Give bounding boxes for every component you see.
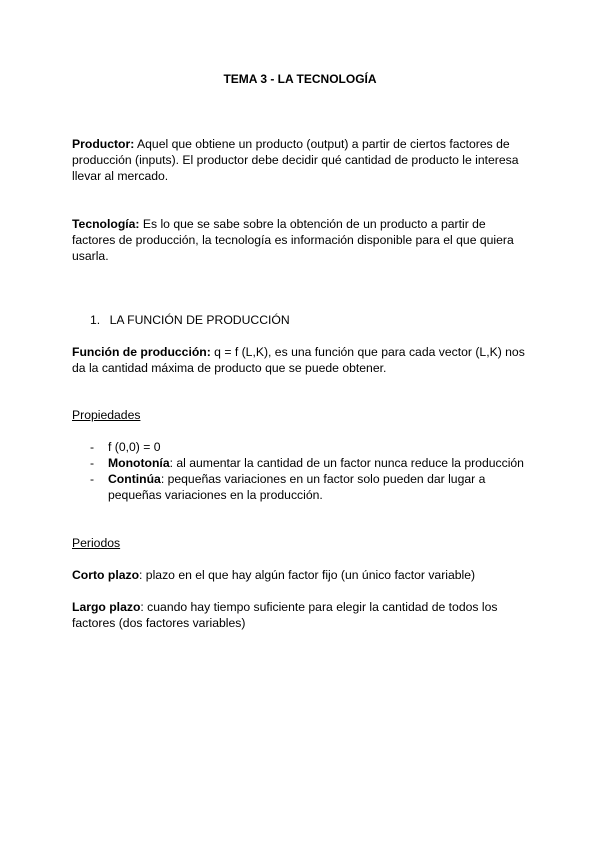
funcion-definition: q = f (L,K), es una función que para cada vector (L,K) nos da la cantidad máxima de producto que se puede obtener.: [72, 345, 525, 375]
list-item-term: Continúa: [108, 472, 161, 486]
propiedades-heading: Propiedades: [72, 408, 141, 422]
section-title: LA FUNCIÓN DE PRODUCCIÓN: [109, 313, 290, 327]
list-item-text: Continúa: pequeñas variaciones en un factor solo pueden dar lugar a pequeñas variaciones en la producción.: [108, 472, 486, 502]
bullet-dash: -: [90, 472, 95, 486]
document-title: TEMA 3 - LA TECNOLOGÍA: [223, 72, 377, 86]
productor-term: Productor:: [72, 137, 135, 151]
periodos-heading: Periodos: [72, 536, 121, 550]
section-number: 1.: [90, 313, 101, 327]
corto-plazo-term: Corto plazo: [72, 568, 140, 582]
corto-plazo-paragraph: [72, 567, 532, 583]
tecnologia-term: Tecnología:: [72, 217, 140, 231]
largo-plazo-definition: : cuando hay tiempo suficiente para elegir la cantidad de todos los factores (dos factores variables): [72, 600, 498, 630]
tecnologia-definition: Es lo que se sabe sobre la obtención de un producto a partir de factores de producción, la tecnología es información disponible para el que quiera usarla.: [72, 217, 514, 263]
corto-plazo-definition: : plazo en el que hay algún factor fijo (un único factor variable): [139, 568, 476, 582]
funcion-paragraph: [72, 344, 532, 376]
tecnologia-paragraph: [72, 216, 532, 264]
productor-definition: Aquel que obtiene un producto (output) a partir de ciertos factores de producción (inputs). El productor debe decidir qué cantidad de producto le interesa llevar al mercado.: [72, 137, 519, 183]
funcion-term: Función de producción:: [72, 345, 211, 359]
bullet-dash: -: [90, 456, 95, 470]
section-heading: [90, 312, 290, 328]
bullet-dash: -: [90, 440, 95, 454]
list-item-text: Monotonía: al aumentar la cantidad de un factor nunca reduce la producción: [108, 456, 524, 470]
largo-plazo-term: Largo plazo: [72, 600, 141, 614]
list-item-term: Monotonía: [108, 456, 170, 470]
list-item-text: f (0,0) = 0: [108, 440, 161, 454]
productor-paragraph: [72, 136, 532, 184]
largo-plazo-paragraph: [72, 599, 532, 631]
